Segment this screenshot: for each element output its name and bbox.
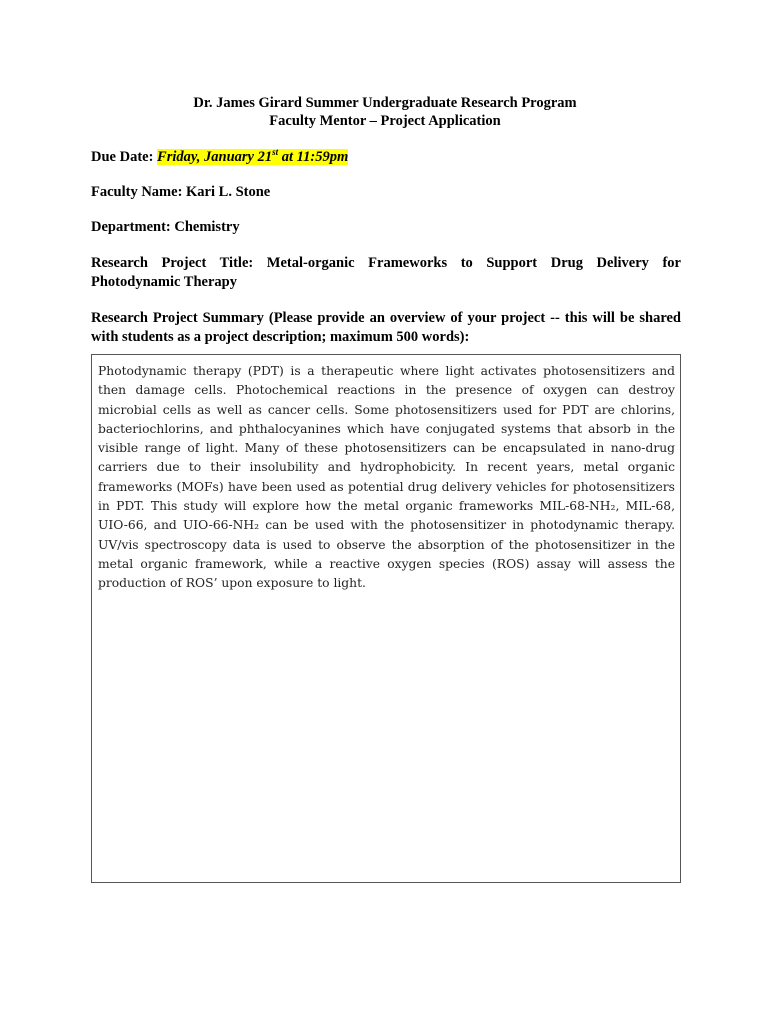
due-date-value [157, 149, 348, 165]
due-date-label: Due Date: [91, 149, 158, 165]
summary-label-line2: with students as a project description; maximum 500 words): [91, 329, 470, 345]
project-title-field [91, 254, 681, 292]
program-title: Dr. James Girard Summer Undergraduate Research Program [193, 95, 577, 111]
department-field: Department: Chemistry [91, 219, 240, 235]
form-title: Faculty Mentor – Project Application [269, 113, 501, 129]
faculty-name-field: Faculty Name: Kari L. Stone [91, 184, 271, 200]
due-date-value-time: at 11:59pm [278, 149, 349, 165]
summary-label [91, 309, 681, 347]
due-date-field [91, 148, 681, 167]
project-title-line1: Research Project Title: Metal-organic Frameworks to Support Drug Delivery for [91, 255, 681, 271]
project-title-line2: Photodynamic Therapy [91, 274, 237, 290]
due-date-ordinal: st [272, 147, 279, 158]
summary-text: Photodynamic therapy (PDT) is a therapeutic where light activates photosensitizers and then damage cells. Photochemical reactions in the presence of oxygen can destroy microbial cells as well as cancer cells. Some photosensitizers used for PDT are chlorins, bacteriochlorins, and phthalocyanines which have conjugated systems that absorb in the visible range of light. Many of these photosensitizers can be encapsulated in nano-drug carriers due to their insolubility and hydrophobicity. In recent years, metal organic frameworks (MOFs) have been used as potential drug delivery vehicles for photosensitizers in PDT. This study will explore how the metal organic frameworks MIL-68-NH₂, MIL-68, UIO-66, and UIO-66-NH₂ can be used with the photosensitizer in photodynamic therapy. UV/vis spectroscopy data is used to observe the absorption of the photosensitizer in the metal organic framework, while a reactive oxygen species (ROS) assay will assess the production of ROS’ upon exposure to light. [98, 364, 675, 591]
summary-label-line1: Research Project Summary (Please provide an overview of your project -- this will be shared [91, 310, 681, 326]
summary-text-box[interactable] [91, 354, 681, 883]
due-date-value-main: Friday, January 21 [157, 149, 273, 165]
